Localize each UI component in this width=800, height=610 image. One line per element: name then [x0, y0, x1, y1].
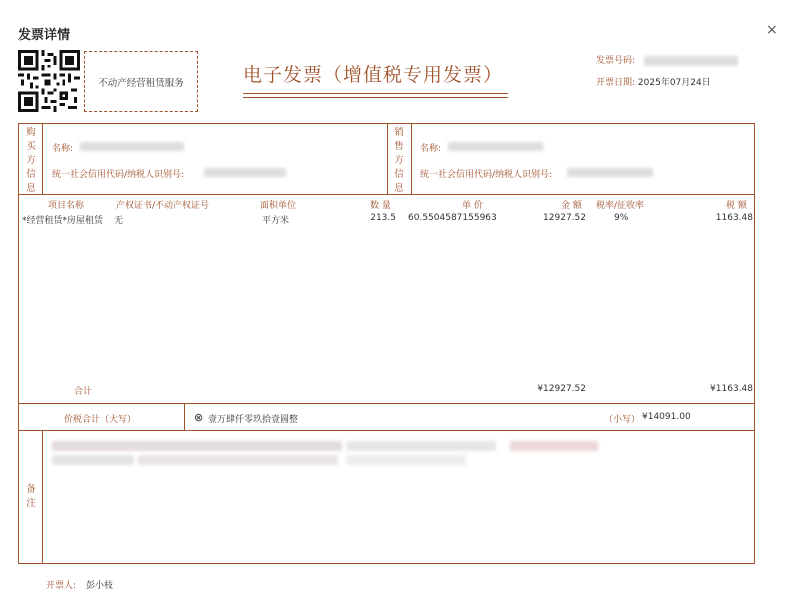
- row-quantity: 213.5: [370, 213, 396, 223]
- title-underline: [243, 93, 508, 94]
- row-tax: 1163.48: [715, 213, 753, 223]
- dialog-title: 发票详情: [18, 28, 71, 43]
- buyer-name-label: 名称:: [52, 144, 74, 154]
- total-amount: ¥12927.52: [537, 384, 586, 394]
- buyer-tax-id-redacted: [204, 168, 286, 177]
- total-symbol-icon: ⊗: [194, 411, 204, 424]
- issue-date-row: [596, 75, 711, 88]
- col-area-unit: 面积单位: [260, 201, 297, 211]
- total-small-label: （小写）: [604, 415, 641, 425]
- row-tax-rate: 9%: [614, 213, 629, 223]
- price-tax-total-label: 价税合计（大写）: [64, 415, 137, 425]
- issue-date: 2025年07月24日: [637, 78, 711, 88]
- issuer-name: 彭小枝: [86, 581, 114, 591]
- seller-tax-id-label: 统一社会信用代码/纳税人识别号:: [420, 170, 553, 180]
- buyer-side-label: 购买方信息: [26, 127, 36, 194]
- buyer-tax-id-label: 统一社会信用代码/纳税人识别号:: [52, 170, 185, 180]
- col-unit-price: 单 价: [462, 201, 483, 211]
- seller-tax-id-redacted: [567, 168, 653, 177]
- buyer-name-redacted: [80, 142, 184, 151]
- col-amount: 金 额: [561, 201, 582, 211]
- seller-side-label: 销售方信息: [394, 127, 404, 194]
- issuer-label: 开票人:: [46, 581, 77, 591]
- col-item-name: 项目名称: [48, 201, 85, 211]
- row-amount: 12927.52: [543, 213, 586, 223]
- row-area-unit: 平方米: [262, 216, 290, 226]
- issue-date-label: 开票日期:: [596, 78, 636, 88]
- qr-code-icon: [18, 50, 80, 112]
- title-underline-double: [243, 97, 508, 98]
- seller-name-redacted: [448, 142, 543, 151]
- col-tax-rate: 税率/征收率: [596, 201, 645, 211]
- total-label: 合计: [74, 387, 93, 397]
- row-item-name: *经营租赁*房屋租赁: [22, 216, 104, 226]
- row-unit-price: 60.5504587155963: [408, 213, 497, 223]
- invoice-number-label: 发票号码:: [596, 56, 636, 66]
- total-tax: ¥1163.48: [710, 384, 753, 394]
- invoice-number-redacted: [644, 56, 738, 66]
- total-small-amount: ¥14091.00: [642, 412, 691, 422]
- total-amount-words: 壹万肆仟零玖拾壹圆整: [208, 415, 299, 425]
- col-tax: 税 额: [726, 201, 747, 211]
- col-quantity: 数 量: [370, 201, 391, 211]
- invoice-number-row: [596, 53, 738, 66]
- row-cert: 无: [114, 216, 124, 226]
- close-icon[interactable]: ×: [766, 22, 778, 38]
- invoice-title: 电子发票（增值税专用发票）: [243, 64, 504, 86]
- service-type-stamp: 不动产经营租赁服务: [84, 51, 198, 112]
- remarks-label: 备注: [26, 484, 36, 509]
- col-cert: 产权证书/不动产权证号: [116, 201, 210, 211]
- seller-name-label: 名称:: [420, 144, 442, 154]
